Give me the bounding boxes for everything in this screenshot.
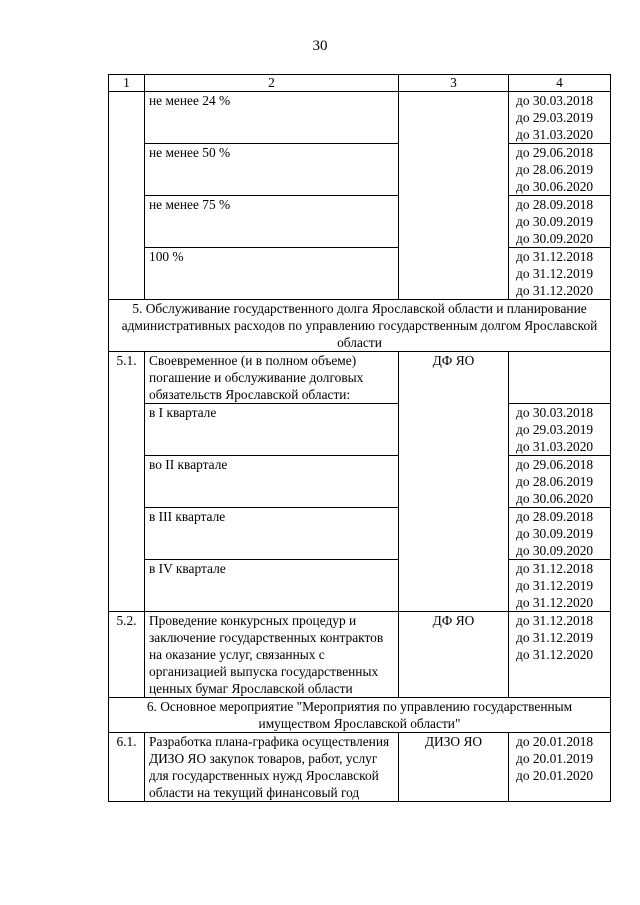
table-row xyxy=(109,612,611,698)
threshold-text: не менее 24 % xyxy=(145,92,399,144)
empty-executor-cell xyxy=(399,92,509,300)
table-row xyxy=(109,560,611,612)
threshold-text: 100 % xyxy=(145,248,399,300)
item-number: 6.1. xyxy=(109,733,145,802)
quarter-text: в III квартале xyxy=(145,508,399,560)
header-row xyxy=(109,75,611,92)
quarter-text: в I квартале xyxy=(145,404,399,456)
quarter-dates: до 30.03.2018 до 29.03.2019 до 31.03.2020 xyxy=(509,404,611,456)
section-6-title: 6. Основное мероприятие "Мероприятия по управлению государственным имуществом Ярославской области" xyxy=(109,698,611,733)
page-number: 30 xyxy=(312,38,328,54)
table-row xyxy=(109,144,611,196)
header-col-3: 3 xyxy=(399,75,509,92)
threshold-dates: до 31.12.2018 до 31.12.2019 до 31.12.2020 xyxy=(509,248,611,300)
header-col-2: 2 xyxy=(145,75,399,92)
item-number: 5.2. xyxy=(109,612,145,698)
item-number: 5.1. xyxy=(109,352,145,612)
schedule-table xyxy=(108,74,611,802)
item-text: Разработка плана-графика осуществления ДИЗО ЯО закупок товаров, работ, услуг для государственных нужд Ярославской области на текущий финансовый год xyxy=(145,733,399,802)
header-col-4: 4 xyxy=(509,75,611,92)
item-dates: до 31.12.2018 до 31.12.2019 до 31.12.2020 xyxy=(509,612,611,698)
table-row xyxy=(109,508,611,560)
quarter-dates: до 31.12.2018 до 31.12.2019 до 31.12.2020 xyxy=(509,560,611,612)
table-row xyxy=(109,404,611,456)
item-text: Проведение конкурсных процедур и заключение государственных контрактов на оказание услуг, связанных с организацией выпуска государственных ценных бумаг Ярославской области xyxy=(145,612,399,698)
quarter-dates: до 28.09.2018 до 30.09.2019 до 30.09.2020 xyxy=(509,508,611,560)
threshold-text: не менее 75 % xyxy=(145,196,399,248)
item-executor: ДИЗО ЯО xyxy=(399,733,509,802)
threshold-dates: до 30.03.2018 до 29.03.2019 до 31.03.2020 xyxy=(509,92,611,144)
item-executor: ДФ ЯО xyxy=(399,352,509,612)
quarter-dates: до 29.06.2018 до 28.06.2019 до 30.06.2020 xyxy=(509,456,611,508)
item-dates: до 20.01.2018 до 20.01.2019 до 20.01.2020 xyxy=(509,733,611,802)
table-row xyxy=(109,352,611,404)
table-row xyxy=(109,698,611,733)
item-executor: ДФ ЯО xyxy=(399,612,509,698)
table-row xyxy=(109,456,611,508)
empty-dates-cell xyxy=(509,352,611,404)
item-text: Своевременное (и в полном объеме) погашение и обслуживание долговых обязательств Ярославской области: xyxy=(145,352,399,404)
section-5-title: 5. Обслуживание государственного долга Ярославской области и планирование административных расходов по управлению государственным долгом Ярославской области xyxy=(109,300,611,352)
table-row xyxy=(109,248,611,300)
table-row xyxy=(109,92,611,144)
quarter-text: в IV квартале xyxy=(145,560,399,612)
quarter-text: во II квартале xyxy=(145,456,399,508)
threshold-dates: до 28.09.2018 до 30.09.2019 до 30.09.2020 xyxy=(509,196,611,248)
threshold-dates: до 29.06.2018 до 28.06.2019 до 30.06.2020 xyxy=(509,144,611,196)
table-row xyxy=(109,733,611,802)
empty-num-cell xyxy=(109,92,145,300)
table-row xyxy=(109,300,611,352)
header-col-1: 1 xyxy=(109,75,145,92)
table-row xyxy=(109,196,611,248)
threshold-text: не менее 50 % xyxy=(145,144,399,196)
